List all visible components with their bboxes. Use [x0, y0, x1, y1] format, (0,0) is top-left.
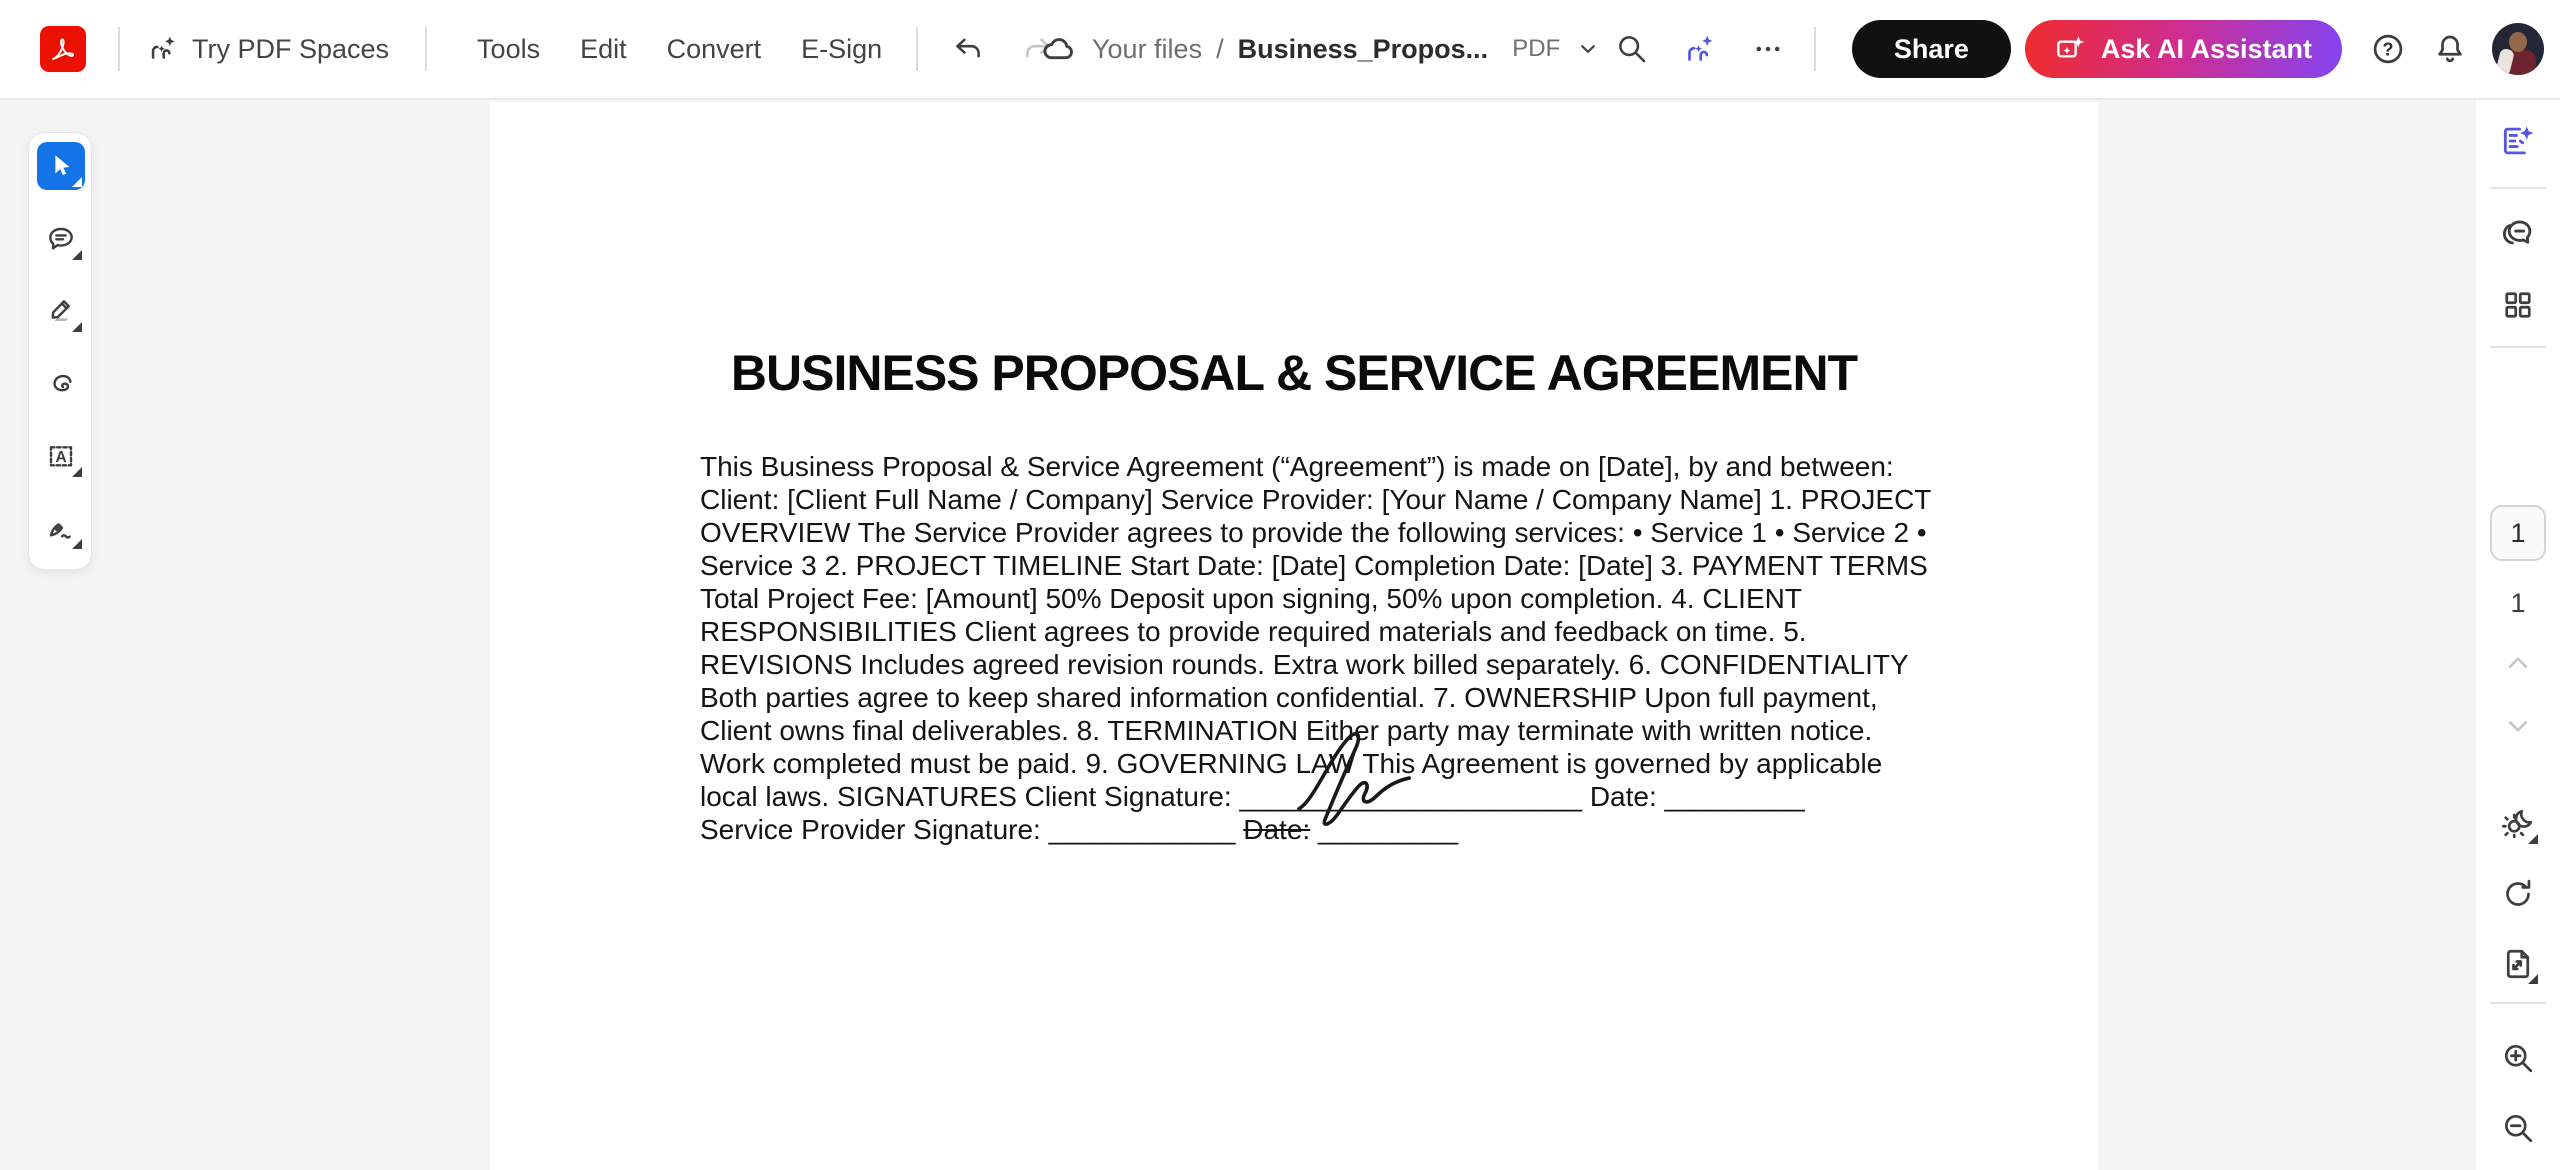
- page-up-icon: [2501, 646, 2535, 680]
- body-line: Both parties agree to keep shared information confidential. 7. OWNERSHIP Upon full payment,: [700, 682, 1878, 713]
- page-thumbnails-button[interactable]: [2495, 282, 2541, 328]
- fit-page-button[interactable]: [2495, 941, 2541, 987]
- undo-icon: [951, 32, 985, 66]
- ai-assistant-icon: [2055, 33, 2087, 65]
- notifications-button[interactable]: [2422, 21, 2478, 77]
- previous-page-button[interactable]: [2495, 640, 2541, 686]
- body-line: REVISIONS Includes agreed revision rounds. Extra work billed separately. 6. CONFIDENTIALITY: [700, 649, 1909, 680]
- help-button[interactable]: [2360, 21, 2416, 77]
- page-down-icon: [2501, 709, 2535, 743]
- share-label: Share: [1893, 33, 1969, 64]
- theme-icon: [2500, 806, 2536, 842]
- app-header: [0, 0, 2560, 100]
- body-line: This Business Proposal & Service Agreement (“Agreement”) is made on [Date], by and between:: [700, 451, 1894, 482]
- menu-edit[interactable]: Edit: [580, 33, 627, 64]
- draw-tool[interactable]: [37, 359, 85, 407]
- more-options-icon: [1751, 32, 1785, 66]
- body-line: Client: [Client Full Name / Company] Service Provider: [Your Name / Company Name] 1. PROJECT: [700, 484, 1932, 515]
- comment-bubble-icon: [45, 223, 77, 255]
- breadcrumb-separator: /: [1216, 33, 1224, 64]
- acrobat-logo-glyph: [48, 34, 78, 64]
- share-button[interactable]: [1852, 20, 2011, 78]
- search-button[interactable]: [1604, 21, 1660, 77]
- avatar[interactable]: [2492, 23, 2544, 75]
- avatar-head: [2509, 32, 2527, 52]
- comment-tool[interactable]: [37, 215, 85, 263]
- chevron-down-icon[interactable]: [1574, 35, 1602, 63]
- menu-convert[interactable]: Convert: [666, 33, 762, 64]
- rotate-page-button[interactable]: [2495, 871, 2541, 917]
- body-line-pre: Service Provider Signature: ____________: [700, 814, 1244, 845]
- document-title: BUSINESS PROPOSAL & SERVICE AGREEMENT: [730, 345, 1858, 401]
- current-page-value: 1: [2510, 517, 2526, 548]
- ask-ai-label: Ask AI Assistant: [2100, 33, 2312, 64]
- handwritten-signature[interactable]: [1290, 724, 1450, 830]
- total-pages-label: 1: [2510, 588, 2526, 618]
- pdf-page[interactable]: [490, 102, 2098, 1170]
- divider: [2490, 346, 2546, 348]
- menu-tools[interactable]: Tools: [477, 33, 541, 64]
- ai-sparkle-icon: [1682, 31, 1718, 67]
- document-canvas[interactable]: [0, 102, 2476, 1170]
- body-line: Total Project Fee: [Amount] 50% Deposit upon signing, 50% upon completion. 4. CLIENT: [700, 583, 1802, 614]
- draw-squiggle-icon: [45, 367, 77, 399]
- try-pdf-spaces-button[interactable]: [128, 20, 407, 78]
- body-line: OVERVIEW The Service Provider agrees to provide the following services: • Service 1 • Service 2 •: [700, 517, 1927, 548]
- breadcrumb-your-files[interactable]: Your files: [1092, 33, 1203, 64]
- divider: [118, 27, 120, 71]
- right-sidebar: [2476, 100, 2560, 1170]
- ai-summary-button[interactable]: [2495, 118, 2541, 164]
- divider: [916, 27, 918, 71]
- undo-button[interactable]: [940, 21, 996, 77]
- ai-summary-icon: [2499, 122, 2537, 160]
- current-page-input[interactable]: [2490, 505, 2546, 561]
- theme-toggle-button[interactable]: [2495, 801, 2541, 847]
- zoom-out-button[interactable]: [2495, 1105, 2541, 1151]
- try-pdf-spaces-label: Try PDF Spaces: [192, 33, 390, 64]
- body-line: local laws. SIGNATURES Client Signature: ______________________ Date: _________: [700, 781, 1805, 812]
- notifications-bell-icon: [2432, 31, 2468, 67]
- acrobat-logo[interactable]: [40, 26, 86, 72]
- breadcrumb-filename[interactable]: Business_Propos...: [1237, 33, 1489, 64]
- rotate-page-icon: [2500, 876, 2536, 912]
- page-thumbnails-icon: [2500, 287, 2536, 323]
- zoom-out-icon: [2500, 1110, 2536, 1146]
- svg-text:?: ?: [2382, 39, 2394, 60]
- body-line: Work completed must be paid. 9. GOVERNING LAW This Agreement is governed by applicable: [700, 748, 1883, 779]
- divider: [2490, 1002, 2546, 1004]
- divider: [2490, 187, 2546, 189]
- highlighter-icon: [45, 295, 77, 327]
- select-tool[interactable]: [37, 142, 85, 190]
- cloud-icon: [1040, 30, 1078, 68]
- body-line: Service 3 2. PROJECT TIMELINE Start Date: [Date] Completion Date: [Date] 3. PAYMENT TERMS: [700, 550, 1928, 581]
- zoom-in-icon: [2500, 1040, 2536, 1076]
- text-box-icon: [45, 440, 77, 472]
- add-text-box-tool[interactable]: [37, 432, 85, 480]
- breadcrumb: [1040, 30, 1602, 68]
- divider: [425, 27, 427, 71]
- fit-page-icon: [2500, 946, 2536, 982]
- zoom-in-button[interactable]: [2495, 1035, 2541, 1081]
- body-line: RESPONSIBILITIES Client agrees to provide required materials and feedback on time. 5.: [700, 616, 1807, 647]
- comments-icon: [2499, 214, 2537, 252]
- menu-esign[interactable]: E-Sign: [801, 33, 883, 64]
- pdf-spaces-icon: [146, 32, 180, 66]
- ask-ai-assistant-button[interactable]: [2025, 20, 2342, 78]
- select-cursor-icon: [46, 151, 76, 181]
- highlight-tool[interactable]: [37, 287, 85, 335]
- ai-spaces-button[interactable]: [1672, 21, 1728, 77]
- next-page-button[interactable]: [2495, 703, 2541, 749]
- body-line: Client owns final deliverables. 8. TERMINATION Either party may terminate with written notice.: [700, 715, 1873, 746]
- fill-and-sign-tool[interactable]: [37, 504, 85, 552]
- sign-pen-icon: [45, 512, 77, 544]
- more-options-button[interactable]: [1740, 21, 1796, 77]
- search-icon: [1615, 32, 1649, 66]
- breadcrumb-filetype: PDF: [1512, 35, 1561, 62]
- body-line-post: _________: [1310, 814, 1459, 845]
- comments-panel-button[interactable]: [2495, 210, 2541, 256]
- divider: [1814, 27, 1816, 71]
- help-icon: [2370, 31, 2406, 67]
- svg-text:A: A: [55, 449, 67, 466]
- struck-date-label: Date:: [1243, 814, 1311, 845]
- quick-tools-toolbar: [28, 132, 92, 570]
